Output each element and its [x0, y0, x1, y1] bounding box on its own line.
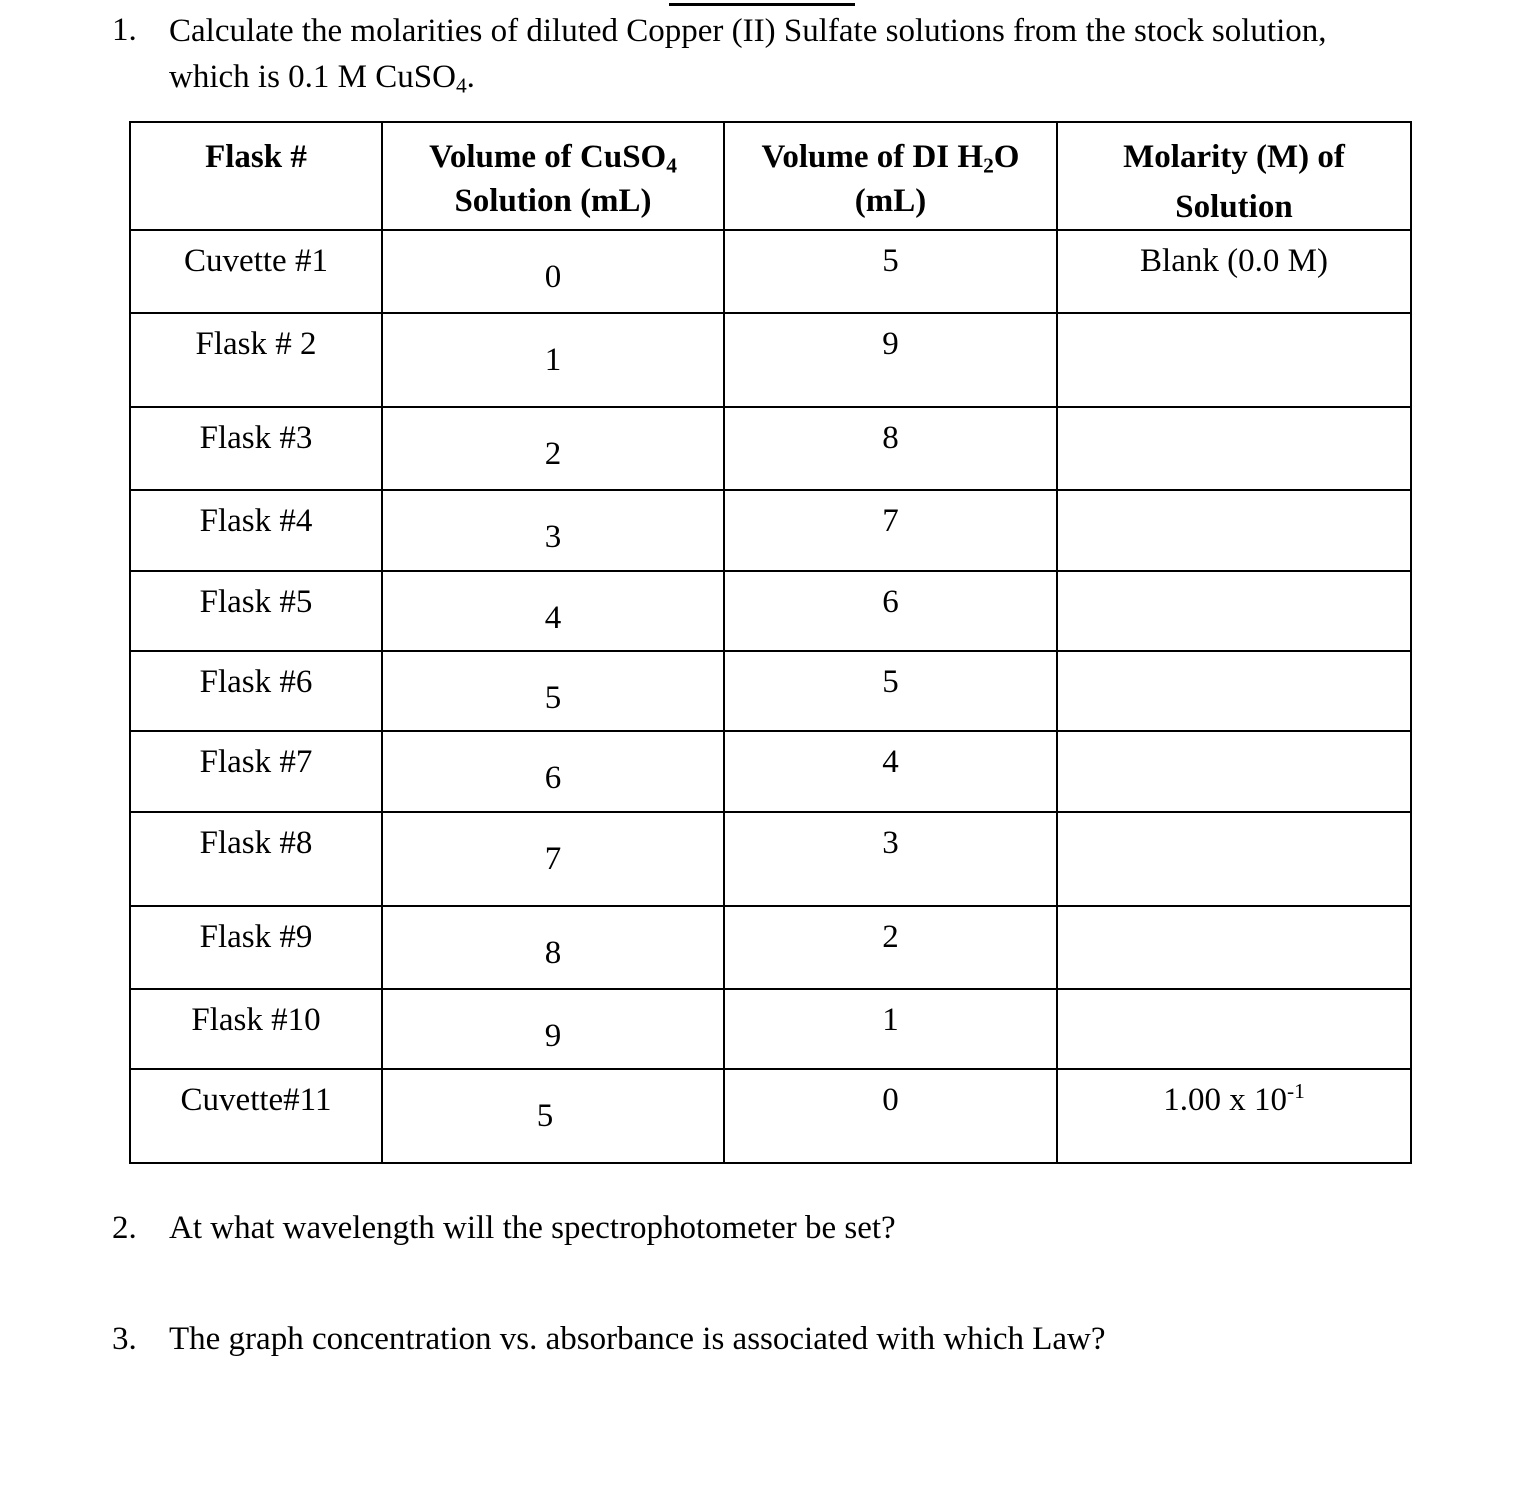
- header-molarity-line-2: Solution: [1175, 189, 1293, 225]
- cuso4-volume-cell: [382, 407, 724, 490]
- flask-label: Cuvette#11: [180, 1082, 332, 1118]
- h2o-volume: 9: [882, 326, 899, 362]
- flask-label-cell: [130, 313, 382, 407]
- header-cuso4-line-2: Solution (mL): [454, 183, 652, 219]
- flask-label-cell: [130, 571, 382, 651]
- cuso4-volume-cell: [382, 651, 724, 731]
- flask-label: Flask #3: [199, 420, 313, 456]
- molarity-value-cell: [1057, 651, 1411, 731]
- h2o-volume: 5: [882, 243, 899, 279]
- table-row: [130, 230, 1411, 313]
- header-flask-text: Flask #: [205, 139, 307, 175]
- header-flask: [130, 122, 382, 230]
- cuso4-volume-cell: [382, 906, 724, 989]
- subscript: 4: [455, 73, 467, 98]
- question-1-line-2-suffix: .: [466, 59, 475, 95]
- question-1-line-1: Calculate the molarities of diluted Copper (II) Sulfate solutions from the stock solution,: [169, 13, 1327, 49]
- h2o-volume: 2: [882, 919, 899, 955]
- header-cuso4-line-1: [383, 135, 723, 179]
- h2o-volume: 3: [882, 825, 899, 861]
- table-row: [130, 906, 1411, 989]
- subscript: 2: [983, 153, 994, 178]
- cuso4-volume: 7: [544, 841, 562, 877]
- table-row: [130, 313, 1411, 407]
- header-h2o-line-2: (mL): [854, 183, 927, 219]
- question-number: 3.: [112, 1321, 137, 1357]
- cuso4-volume-cell: [382, 571, 724, 651]
- cuso4-volume: 0: [544, 259, 562, 295]
- table-row: [130, 731, 1411, 812]
- subscript: 4: [666, 153, 677, 178]
- question-1-line-2: [169, 54, 1327, 100]
- h2o-volume-cell: [724, 313, 1057, 407]
- h2o-volume: 8: [882, 420, 899, 456]
- molarity-value-cell: [1057, 812, 1411, 906]
- molarity-value-cell: [1057, 989, 1411, 1069]
- flask-label: Cuvette #1: [184, 243, 328, 279]
- flask-label-cell: [130, 651, 382, 731]
- cuso4-volume-cell: [382, 812, 724, 906]
- overline-mark: [669, 3, 855, 6]
- h2o-volume: 7: [882, 503, 899, 539]
- flask-label-cell: [130, 812, 382, 906]
- h2o-volume-cell: [724, 1069, 1057, 1163]
- molarity-value: [1058, 1079, 1410, 1119]
- h2o-volume: 5: [882, 664, 899, 700]
- h2o-volume-cell: [724, 906, 1057, 989]
- header-h2o-suffix: O: [993, 139, 1020, 175]
- h2o-volume-cell: [724, 230, 1057, 313]
- h2o-volume-cell: [724, 407, 1057, 490]
- flask-label: Flask #7: [199, 744, 313, 780]
- molarity-value-cell: [1057, 731, 1411, 812]
- flask-label: Flask #9: [199, 919, 313, 955]
- h2o-volume-cell: [724, 651, 1057, 731]
- flask-label: Flask #6: [199, 664, 313, 700]
- h2o-volume-cell: [724, 731, 1057, 812]
- header-row: [130, 122, 1411, 230]
- molarity-base: 1.00 x 10: [1163, 1082, 1287, 1118]
- flask-label-cell: [130, 906, 382, 989]
- question-text: The graph concentration vs. absorbance is associated with which Law?: [169, 1321, 1106, 1357]
- flask-label: Flask #10: [191, 1002, 321, 1038]
- header-h2o-text: Volume of DI H: [761, 139, 984, 175]
- h2o-volume: 1: [882, 1002, 899, 1038]
- molarity-value-cell: [1057, 230, 1411, 313]
- h2o-volume-cell: [724, 989, 1057, 1069]
- question-text: [169, 8, 1327, 100]
- flask-label-cell: [130, 731, 382, 812]
- h2o-volume: 0: [882, 1082, 899, 1118]
- header-molarity: [1057, 122, 1411, 230]
- molarity-value: Blank (0.0 M): [1140, 243, 1328, 279]
- header-cuso4-volume: [382, 122, 724, 230]
- cuso4-volume: 6: [544, 760, 562, 796]
- table-row: [130, 490, 1411, 571]
- molarity-value-cell: [1057, 906, 1411, 989]
- table-row: [130, 651, 1411, 731]
- flask-label: Flask #8: [199, 825, 313, 861]
- header-molarity-line-1: Molarity (M) of: [1123, 139, 1345, 175]
- cuso4-volume: 5: [544, 680, 562, 716]
- cuso4-volume: 2: [544, 436, 562, 472]
- flask-label-cell: [130, 989, 382, 1069]
- cuso4-volume-cell: [382, 989, 724, 1069]
- cuso4-volume: 9: [544, 1018, 562, 1054]
- question-number: 1.: [112, 12, 137, 48]
- cuso4-volume: 8: [544, 935, 562, 971]
- question-number: 2.: [112, 1210, 137, 1246]
- question-text: At what wavelength will the spectrophotometer be set?: [169, 1210, 896, 1246]
- flask-label: Flask # 2: [195, 326, 317, 362]
- cuso4-volume: 1: [544, 342, 562, 378]
- molarity-value-cell: [1057, 571, 1411, 651]
- table-row: [130, 571, 1411, 651]
- cuso4-volume-cell: [382, 230, 724, 313]
- question-1-line-2-text: which is 0.1 M CuSO: [169, 59, 456, 95]
- molarity-value-cell: [1057, 407, 1411, 490]
- flask-label-cell: [130, 407, 382, 490]
- table-row: [130, 989, 1411, 1069]
- cuso4-volume: 4: [544, 600, 562, 636]
- cuso4-volume-cell: [382, 1069, 724, 1163]
- molarity-value-cell: [1057, 490, 1411, 571]
- cuso4-volume-cell: [382, 313, 724, 407]
- flask-label: Flask #5: [199, 584, 313, 620]
- cuso4-volume-cell: [382, 731, 724, 812]
- header-h2o-volume: [724, 122, 1057, 230]
- dilution-table: [129, 121, 1412, 1164]
- header-cuso4-text: Volume of CuSO: [429, 139, 667, 175]
- molarity-exponent: -1: [1286, 1079, 1305, 1104]
- molarity-value-cell: [1057, 313, 1411, 407]
- table-row: [130, 1069, 1411, 1163]
- header-h2o-line-1: [725, 135, 1056, 179]
- cuso4-volume: 5: [536, 1098, 554, 1134]
- table-row: [130, 407, 1411, 490]
- h2o-volume-cell: [724, 571, 1057, 651]
- molarity-value-cell: [1057, 1069, 1411, 1163]
- flask-label: Flask #4: [199, 503, 313, 539]
- cuso4-volume-cell: [382, 490, 724, 571]
- table-row: [130, 812, 1411, 906]
- flask-label-cell: [130, 230, 382, 313]
- h2o-volume: 4: [882, 744, 899, 780]
- h2o-volume-cell: [724, 812, 1057, 906]
- flask-label-cell: [130, 1069, 382, 1163]
- flask-label-cell: [130, 490, 382, 571]
- h2o-volume-cell: [724, 490, 1057, 571]
- cuso4-volume: 3: [544, 519, 562, 555]
- h2o-volume: 6: [882, 584, 899, 620]
